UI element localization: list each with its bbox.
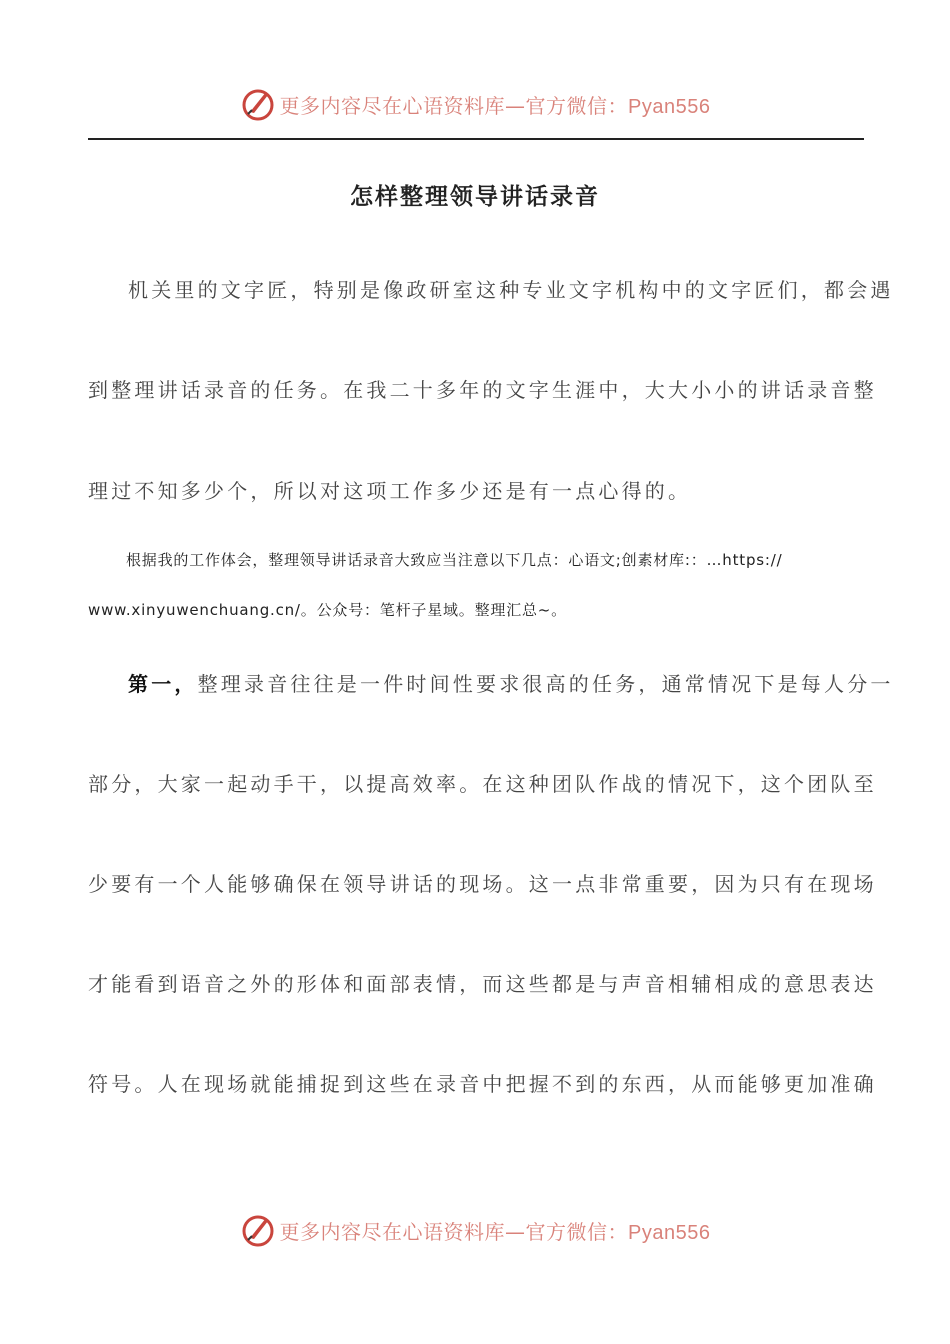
paragraph-line: 机关里的文字匠，特别是像政研室这种专业文字机构中的文字匠们，都会遇: [128, 278, 894, 302]
paragraph-line: 部分，大家一起动手干，以提高效率。在这种团队作战的情况下，这个团队至: [88, 772, 877, 796]
section-lead: 第一，: [128, 672, 198, 696]
watermark-text: 更多内容尽在心语资料库—官方微信：Pyan556: [279, 93, 711, 118]
paragraph-line: 少要有一个人能够确保在领导讲话的现场。这一点非常重要，因为只有在现场: [88, 872, 877, 896]
paragraph-line: www.xinyuwenchuang.cn/。公众号：笔杆子星域。整理汇总~。: [88, 601, 567, 619]
quill-logo-icon: [240, 86, 276, 122]
footer-watermark: [0, 1210, 950, 1250]
quill-logo-icon: [240, 1212, 276, 1248]
header-divider: [88, 138, 864, 140]
paragraph-line: 根据我的工作体会，整理领导讲话录音大致应当注意以下几点：心语文;创素材库:：…https://: [126, 551, 783, 569]
header-watermark: [0, 84, 950, 124]
paragraph-line: 才能看到语音之外的形体和面部表情，而这些都是与声音相辅相成的意思表达: [88, 972, 877, 996]
paragraph-line: 符号。人在现场就能捕捉到这些在录音中把握不到的东西，从而能够更加准确: [88, 1072, 877, 1096]
page-title: 怎样整理领导讲话录音: [350, 184, 600, 210]
paragraph-line: 到整理讲话录音的任务。在我二十多年的文字生涯中，大大小小的讲话录音整: [88, 378, 877, 402]
paragraph-line: 第一，整理录音往往是一件时间性要求很高的任务，通常情况下是每人分一: [128, 672, 894, 696]
paragraph-line: 理过不知多少个，所以对这项工作多少还是有一点心得的。: [88, 479, 692, 503]
watermark-text: 更多内容尽在心语资料库—官方微信：Pyan556: [279, 1219, 711, 1244]
